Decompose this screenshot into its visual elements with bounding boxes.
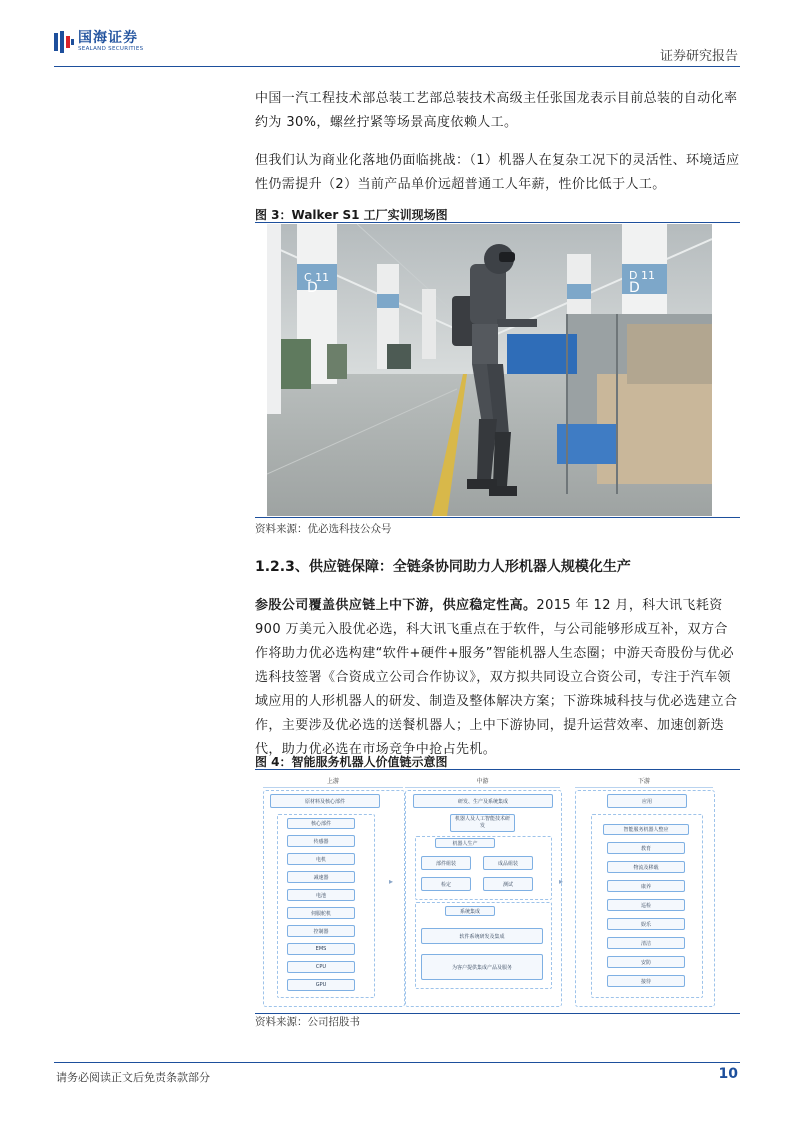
- production-item: 测试: [483, 877, 533, 891]
- figure3-top-rule: [255, 222, 740, 223]
- upstream-item: 电池: [287, 889, 355, 901]
- paragraph-supply-chain: [255, 594, 740, 762]
- midstream-title: 研发、生产及系统集成: [413, 794, 553, 808]
- downstream-item: 巡检: [607, 899, 685, 911]
- downstream-item: 娱乐: [607, 918, 685, 930]
- downstream-item: 清洁: [607, 937, 685, 949]
- production-item: 部件組装: [421, 856, 471, 870]
- flow-arrow-icon: ▸: [559, 877, 564, 886]
- upstream-item: CPU: [287, 961, 355, 973]
- pillar-label-left-letter: D: [307, 280, 318, 296]
- paragraph-challenges: 但我们认为商业化落地仍面临挑战：（1）机器人在复杂工况下的灵活性、环境适应性仍需提升（2）当前产品单价远超普通工人年薪，性价比低于人工。: [255, 153, 740, 192]
- downstream-item: 物流及移载: [607, 861, 685, 873]
- figure3-bottom-rule: [255, 517, 740, 518]
- downstream-item: 接待: [607, 975, 685, 987]
- report-type: 证券研究报告: [659, 49, 738, 64]
- page-number: 10: [718, 1066, 738, 1082]
- integration-item: 为客户提供集成产品及服务: [421, 954, 543, 980]
- integration-item: 软件系统研发及集成: [421, 928, 543, 944]
- logo-name-cn: 国海证券: [78, 30, 138, 46]
- upstream-title: 原材料及核心部件: [270, 794, 380, 808]
- upstream-item: 伺服舵机: [287, 907, 355, 919]
- logo-name-en: SEALAND SECURITIES: [78, 46, 144, 52]
- upstream-item: 传感器: [287, 835, 355, 847]
- integration-title: 系统集成: [445, 906, 495, 916]
- downstream-head: 下游: [575, 777, 713, 788]
- downstream-title: 应用: [607, 794, 687, 808]
- downstream-item: 教育: [607, 842, 685, 854]
- figure4-source: 资料来源：公司招股书: [255, 1016, 360, 1028]
- upstream-head: 上游: [263, 777, 403, 788]
- figure4-title: 图 4：智能服务机器人价值链示意图: [255, 755, 448, 769]
- header-divider: [54, 66, 740, 67]
- figure3-source: 资料来源：优必选科技公众号: [255, 523, 392, 535]
- footer-divider: [54, 1062, 740, 1063]
- factory-training-photo: [267, 224, 712, 516]
- paragraph-supply-chain-body: 2015 年 12 月，科大讯飞耗资 900 万美元入股优必选，科大讯飞重点在于软件，与公司能够形成互补，双方合作将助力优必选构建“软件+硬件+服务”智能机器人生态圈；中游天奇股份与优必选科技签署《合资成立公司合作协议》，双方拟共同设立合资公司，专注于汽车领域应用的人形机器人的研发、制造及整体解决方案；下游珠城科技与优必选建立合作，主要涉及优必选的送餐机器人；上中下游协同，提升运营效率、加速创新迭代，助力优必选在市场竞争中抢占先机。: [255, 598, 738, 757]
- section-heading: 1.2.3、供应链保障：全链条协同助力人形机器人规模化生产: [255, 559, 631, 575]
- upstream-item: GPU: [287, 979, 355, 991]
- pillar-label-right-code: D 11: [629, 269, 655, 282]
- upstream-item: 控制器: [287, 925, 355, 937]
- footer-disclaimer: 请务必阅读正文后免责条款部分: [56, 1071, 210, 1084]
- figure3-title: 图 3：Walker S1 工厂实训现场图: [255, 208, 448, 222]
- flow-arrow-icon: ▸: [389, 877, 394, 886]
- logo-mark-icon: [54, 31, 74, 53]
- production-item: 成品組装: [483, 856, 533, 870]
- upstream-item: EMS: [287, 943, 355, 955]
- figure4-top-rule: [255, 769, 740, 770]
- service-robot-title: 智能服务机器人整应: [603, 824, 689, 835]
- core-parts-title: 核心部件: [287, 818, 355, 829]
- pillar-label-right-letter: D: [629, 280, 640, 296]
- company-logo: [54, 31, 143, 53]
- downstream-item: 安防: [607, 956, 685, 968]
- pillar-label-left-code: C 11: [304, 271, 330, 284]
- paragraph-supply-chain-lead: 参股公司覆盖供应链上中下游，供应稳定性高。: [255, 598, 537, 613]
- midstream-head: 中游: [405, 777, 560, 788]
- rd-box: 机器人及人工智能技术研发: [450, 814, 515, 832]
- upstream-item: 电机: [287, 853, 355, 865]
- production-title: 机器人生产: [435, 838, 495, 848]
- downstream-item: 康养: [607, 880, 685, 892]
- paragraph-automation-rate: 中国一汽工程技术部总装工艺部总装技术高级主任张国龙表示目前总装的自动化率约为 30%，螺丝拧紧等场景高度依赖人工。: [255, 91, 738, 130]
- value-chain-diagram: [255, 772, 740, 1012]
- production-item: 检定: [421, 877, 471, 891]
- upstream-item: 减速器: [287, 871, 355, 883]
